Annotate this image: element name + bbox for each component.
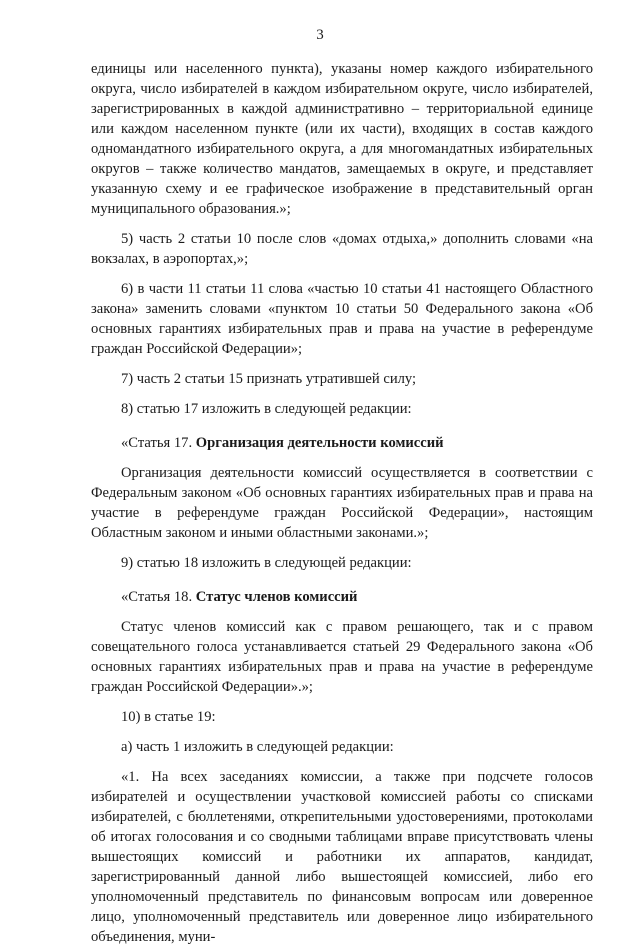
paragraph-item-7: 7) часть 2 статьи 15 признать утратившей силу; (121, 371, 417, 387)
paragraph-item-9: 9) статью 18 изложить в следующей редакции: (121, 555, 412, 571)
article-18-title: Статус членов комиссий (195, 589, 358, 605)
paragraph-item-10a: а) часть 1 изложить в следующей редакции: (121, 739, 394, 755)
document-body (91, 59, 593, 947)
paragraph-continuation: единицы или населенного пункта), указаны номер каждого избирательного округа, число избирателей в каждом избирательном округе, число избирателей, зарегистрированных в каждой административно – территориальной единице или каждом населенном пункте (или их части), входящих в состав каждого одномандатного избирательного округа, а для многомандатных избирательных округов – также количество мандатов, замещаемых в округе, и представляет указанную схему и ее графическое изображение в представительный орган муниципального образования.»; (91, 61, 593, 217)
article-17-prefix: «Статья 17. (121, 435, 196, 451)
article-18-prefix: «Статья 18. (121, 589, 196, 605)
article-19-part-1-text: «1. На всех заседаниях комиссии, а также при подсчете голосов избирателей и осуществлении участковой комиссией работы со списками избирателей, с бюллетенями, открепительными удостоверениями, протоколами об итогах голосования и со сводными таблицами вправе присутствовать члены вышестоящих комиссий и работники их аппаратов, кандидат, зарегистрированный данной либо вышестоящей комиссией, либо его уполномоченный представитель по финансовым вопросам или доверенное лицо, уполномоченный представитель или доверенное лицо избирательного объединения, муни- (91, 769, 593, 945)
article-17-text: Организация деятельности комиссий осуществляется в соответствии с Федеральным законом «Об основных гарантиях избирательных прав и права на участие в референдуме граждан Российской Федерации», настоящим Областным законом и иными областными законами.»; (91, 465, 593, 541)
paragraph-item-8: 8) статью 17 изложить в следующей редакции: (121, 401, 412, 417)
article-17-title: Организация деятельности комиссий (195, 435, 444, 451)
article-18-text: Статус членов комиссий как с правом решающего, так и с правом совещательного голоса устанавливается статьей 29 Федерального закона «Об основных гарантиях избирательных прав и права на участие в референдуме граждан Российской Федерации».»; (91, 619, 593, 695)
page-number: 3 (316, 27, 324, 43)
paragraph-item-10: 10) в статье 19: (121, 709, 216, 725)
article-17-heading (91, 433, 593, 453)
paragraph-item-5: 5) часть 2 статьи 10 после слов «домах отдыха,» дополнить словами «на вокзалах, в аэропортах,»; (91, 231, 593, 267)
article-18-heading (91, 587, 593, 607)
paragraph-item-6: 6) в части 11 статьи 11 слова «частью 10 статьи 41 настоящего Областного закона» заменить словами «пунктом 10 статьи 50 Федерального закона «Об основных гарантиях избирательных прав и права на участие в референдуме граждан Российской Федерации»; (91, 281, 593, 357)
